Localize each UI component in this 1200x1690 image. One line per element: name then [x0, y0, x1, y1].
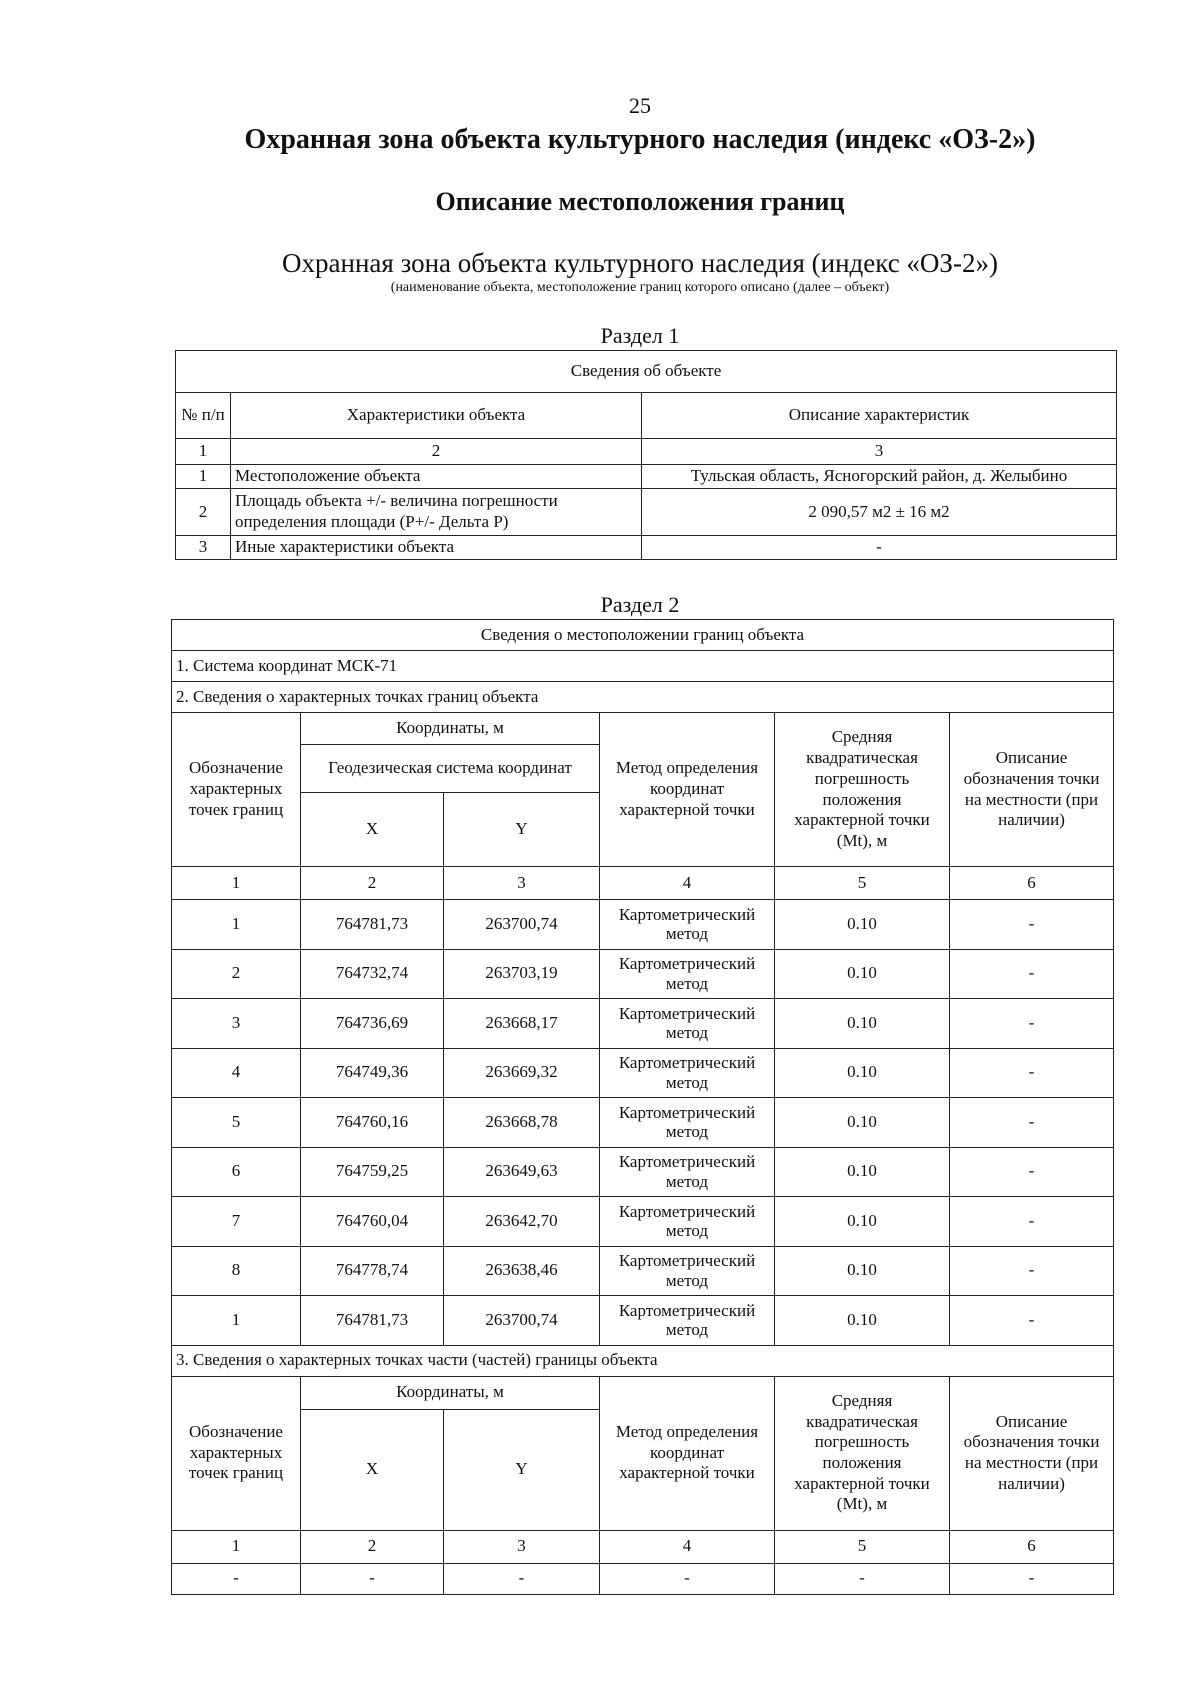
- table-title: Сведения о местоположении границ объекта: [172, 620, 1114, 651]
- col-number: 4: [600, 867, 775, 900]
- point-method: Картометрический метод: [600, 1098, 775, 1148]
- point-x: 764732,74: [301, 949, 444, 999]
- row-value: -: [642, 536, 1117, 560]
- point-y: 263703,19: [444, 949, 600, 999]
- point-id: 1: [172, 900, 301, 950]
- point-mt: 0.10: [775, 1197, 950, 1247]
- row-name: Иные характеристики объекта: [231, 536, 642, 560]
- header-y: Y: [444, 793, 600, 867]
- col-number: 6: [950, 867, 1114, 900]
- point-id: 1: [172, 1296, 301, 1346]
- point-desc: -: [950, 1246, 1114, 1296]
- point-mt: 0.10: [775, 900, 950, 950]
- point-mt: 0.10: [775, 1048, 950, 1098]
- point-method: Картометрический метод: [600, 1246, 775, 1296]
- point-x: 764749,36: [301, 1048, 444, 1098]
- col-number: 2: [231, 439, 642, 465]
- object-caption: (наименование объекта, местоположение границ которого описано (далее – объект): [390, 280, 890, 295]
- main-title: Охранная зона объекта культурного наследия (индекс «ОЗ-2»): [244, 124, 1036, 155]
- point-desc: -: [950, 1098, 1114, 1148]
- point-mt: 0.10: [775, 1296, 950, 1346]
- point-method: Картометрический метод: [600, 999, 775, 1049]
- col-number: 1: [176, 439, 231, 465]
- header-method: Метод определения координат характерной точки: [600, 1376, 775, 1530]
- parts-cell: -: [950, 1563, 1114, 1594]
- section-2-title: Раздел 2: [600, 592, 680, 617]
- parts-section-title: 3. Сведения о характерных точках части (частей) границы объекта: [172, 1345, 1114, 1376]
- col-number: 1: [172, 1530, 301, 1563]
- point-method: Картометрический метод: [600, 949, 775, 999]
- coord-system: 1. Система координат МСК-71: [172, 651, 1114, 682]
- row-name: Местоположение объекта: [231, 465, 642, 489]
- parts-cell: -: [444, 1563, 600, 1594]
- point-y: 263642,70: [444, 1197, 600, 1247]
- row-value: Тульская область, Ясногорский район, д. Желыбино: [642, 465, 1117, 489]
- point-id: 8: [172, 1246, 301, 1296]
- row-num: 1: [176, 465, 231, 489]
- point-desc: -: [950, 949, 1114, 999]
- header-coords: Координаты, м: [301, 713, 600, 745]
- header-num: № п/п: [176, 393, 231, 439]
- header-error: Средняя квадратическая погрешность положения характерной точки (Mt), м: [775, 713, 950, 867]
- header-designation: Обозначение характерных точек границ: [172, 1376, 301, 1530]
- point-desc: -: [950, 1048, 1114, 1098]
- row-name: Площадь объекта +/- величина погрешности определения площади (Р+/- Дельта Р): [231, 489, 642, 536]
- point-method: Картометрический метод: [600, 1296, 775, 1346]
- header-x: X: [301, 793, 444, 867]
- col-number: 4: [600, 1530, 775, 1563]
- col-number: 2: [301, 867, 444, 900]
- col-number: 2: [301, 1530, 444, 1563]
- row-value: 2 090,57 м2 ± 16 м2: [642, 489, 1117, 536]
- point-id: 5: [172, 1098, 301, 1148]
- point-mt: 0.10: [775, 1246, 950, 1296]
- parts-cell: -: [775, 1563, 950, 1594]
- header-method: Метод определения координат характерной точки: [600, 713, 775, 867]
- col-number: 3: [444, 867, 600, 900]
- section-1-title: Раздел 1: [600, 323, 680, 348]
- point-desc: -: [950, 1147, 1114, 1197]
- point-method: Картометрический метод: [600, 1147, 775, 1197]
- point-desc: -: [950, 900, 1114, 950]
- row-num: 3: [176, 536, 231, 560]
- point-id: 2: [172, 949, 301, 999]
- row-num: 2: [176, 489, 231, 536]
- point-y: 263638,46: [444, 1246, 600, 1296]
- point-x: 764781,73: [301, 900, 444, 950]
- col-number: 1: [172, 867, 301, 900]
- point-mt: 0.10: [775, 1147, 950, 1197]
- point-id: 3: [172, 999, 301, 1049]
- object-name: Охранная зона объекта культурного наследия (индекс «ОЗ-2»): [282, 248, 998, 278]
- point-x: 764760,16: [301, 1098, 444, 1148]
- parts-cell: -: [301, 1563, 444, 1594]
- page-number: 25: [629, 93, 651, 118]
- parts-cell: -: [600, 1563, 775, 1594]
- header-description: Описание характеристик: [642, 393, 1117, 439]
- col-number: 5: [775, 867, 950, 900]
- point-id: 4: [172, 1048, 301, 1098]
- header-y: Y: [444, 1409, 600, 1530]
- point-desc: -: [950, 1197, 1114, 1247]
- header-characteristic: Характеристики объекта: [231, 393, 642, 439]
- point-mt: 0.10: [775, 949, 950, 999]
- col-number: 3: [642, 439, 1117, 465]
- point-mt: 0.10: [775, 1098, 950, 1148]
- point-y: 263668,17: [444, 999, 600, 1049]
- point-method: Картометрический метод: [600, 1197, 775, 1247]
- col-number: 3: [444, 1530, 600, 1563]
- point-method: Картометрический метод: [600, 900, 775, 950]
- point-id: 7: [172, 1197, 301, 1247]
- header-geo-system: Геодезическая система координат: [301, 745, 600, 793]
- header-description: Описание обозначения точки на местности (при наличии): [950, 713, 1114, 867]
- point-y: 263700,74: [444, 1296, 600, 1346]
- point-method: Картометрический метод: [600, 1048, 775, 1098]
- point-y: 263649,63: [444, 1147, 600, 1197]
- point-x: 764781,73: [301, 1296, 444, 1346]
- header-designation: Обозначение характерных точек границ: [172, 713, 301, 867]
- header-coords: Координаты, м: [301, 1376, 600, 1409]
- point-y: 263668,78: [444, 1098, 600, 1148]
- header-description: Описание обозначения точки на местности (при наличии): [950, 1376, 1114, 1530]
- point-desc: -: [950, 1296, 1114, 1346]
- point-y: 263700,74: [444, 900, 600, 950]
- point-x: 764759,25: [301, 1147, 444, 1197]
- point-y: 263669,32: [444, 1048, 600, 1098]
- point-x: 764760,04: [301, 1197, 444, 1247]
- point-x: 764736,69: [301, 999, 444, 1049]
- header-error: Средняя квадратическая погрешность положения характерной точки (Mt), м: [775, 1376, 950, 1530]
- col-number: 5: [775, 1530, 950, 1563]
- point-mt: 0.10: [775, 999, 950, 1049]
- object-info-table: [175, 350, 1117, 560]
- col-number: 6: [950, 1530, 1114, 1563]
- point-desc: -: [950, 999, 1114, 1049]
- header-x: X: [301, 1409, 444, 1530]
- point-id: 6: [172, 1147, 301, 1197]
- table-title: Сведения об объекте: [176, 351, 1117, 393]
- boundary-points-table: [171, 619, 1114, 1595]
- parts-cell: -: [172, 1563, 301, 1594]
- subtitle: Описание местоположения границ: [435, 187, 845, 216]
- points-section-title: 2. Сведения о характерных точках границ объекта: [172, 682, 1114, 713]
- point-x: 764778,74: [301, 1246, 444, 1296]
